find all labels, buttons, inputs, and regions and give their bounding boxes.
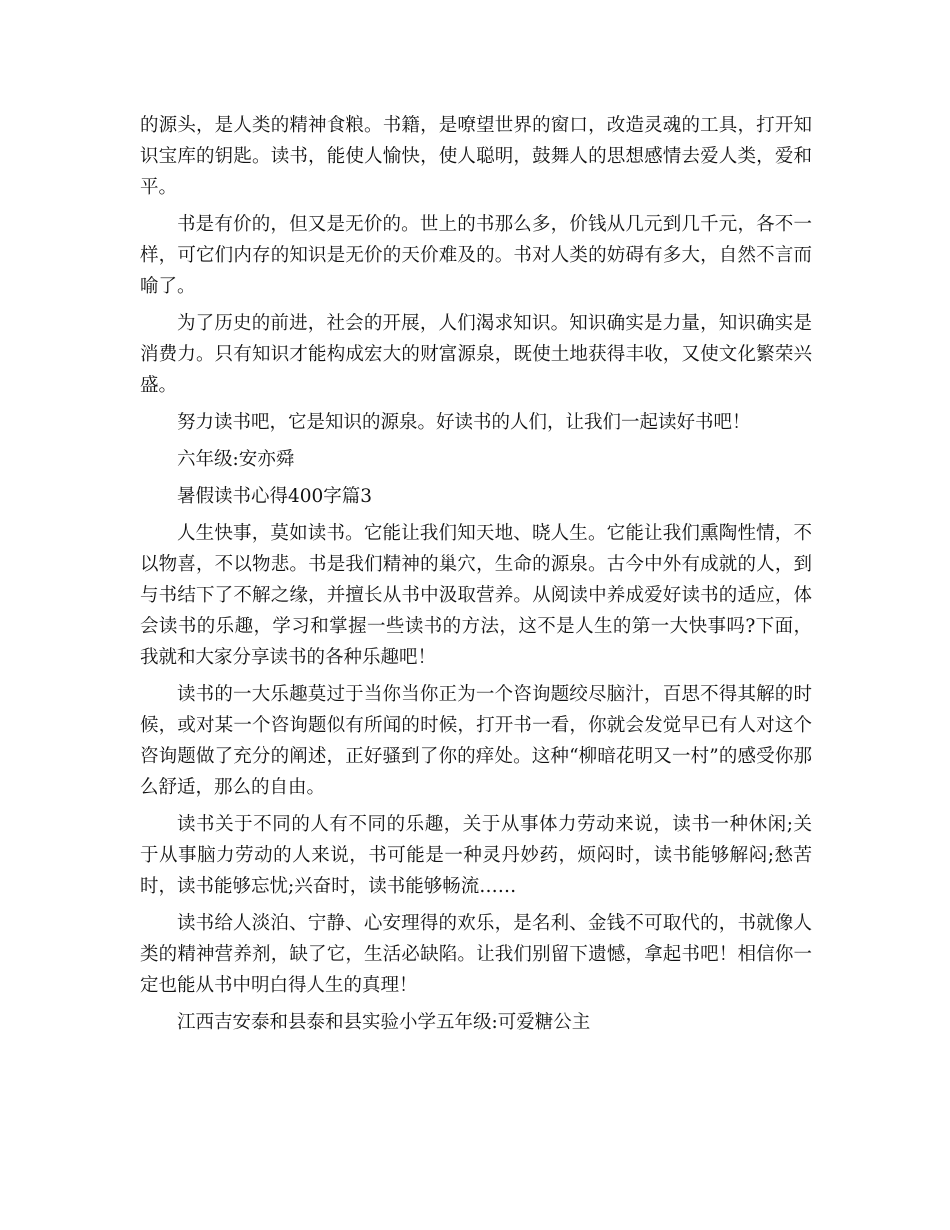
document-body (140, 110, 812, 1044)
paragraph-knowledge-power: 为了历史的前进，社会的开展，人们渴求知识。知识确实是力量，知识确实是消费力。只有知识才能构成宏大的财富源泉，既使土地获得丰收，又使文化繁荣兴盛。 (140, 313, 812, 396)
paragraph-different-people: 读书关于不同的人有不同的乐趣，关于从事体力劳动来说，读书一种休闲;关于从事脑力劳动的人来说，书可能是一种灵丹妙药，烦闷时，读书能够解闷;愁苦时，读书能够忘忧;兴奋时，读书能够畅流…… (140, 814, 812, 897)
paragraph-reading-joy: 人生快事，莫如读书。它能让我们知天地、晓人生。它能让我们熏陶性情，不以物喜，不以物悲。书是我们精神的巢穴，生命的源泉。古今中外有成就的人，到与书结下了不解之缘，并擅长从书中汲取营养。从阅读中养成爱好读书的适应，体会读书的乐趣，学习和掌握一些读书的方法，这不是人生的第一大快事吗?下面，我就和大家分享读书的各种乐趣吧！ (140, 523, 812, 668)
author-signature-2: 江西吉安泰和县泰和县实验小学五年级:可爱糖公主 (177, 1012, 591, 1033)
paragraph-spiritual-nutrition: 读书给人淡泊、宁静、心安理得的欢乐，是名利、金钱不可取代的，书就像人类的精神营养剂，缺了它，生活必缺陷。让我们别留下遗憾，拿起书吧！相信你一定也能从书中明白得人生的真理！ (140, 913, 812, 996)
paragraph-book-value: 书是有价的，但又是无价的。世上的书那么多，价钱从几元到几千元，各不一样，可它们内存的知识是无价的天价难及的。书对人类的妨碍有多大，自然不言而喻了。 (140, 214, 812, 297)
paragraph-continuation: 的源头，是人类的精神食粮。书籍，是嘹望世界的窗口，改造灵魂的工具，打开知识宝库的钥匙。读书，能使人愉快，使人聪明，鼓舞人的思想感情去爱人类，爱和平。 (140, 115, 812, 198)
paragraph-closing-call: 努力读书吧，它是知识的源泉。好读书的人们，让我们一起读好书吧！ (177, 412, 751, 433)
section-heading: 暑假读书心得400字篇3 (177, 486, 373, 507)
author-signature-1: 六年级:安亦舜 (177, 449, 295, 470)
paragraph-first-pleasure: 读书的一大乐趣莫过于当你当你正为一个咨询题绞尽脑汁，百思不得其解的时候，或对某一个咨询题似有所闻的时候，打开书一看，你就会发觉早已有人对这个咨询题做了充分的阐述，正好骚到了你的痒处。这种“柳暗花明又一村”的感受你那么舒适，那么的自由。 (140, 684, 812, 798)
